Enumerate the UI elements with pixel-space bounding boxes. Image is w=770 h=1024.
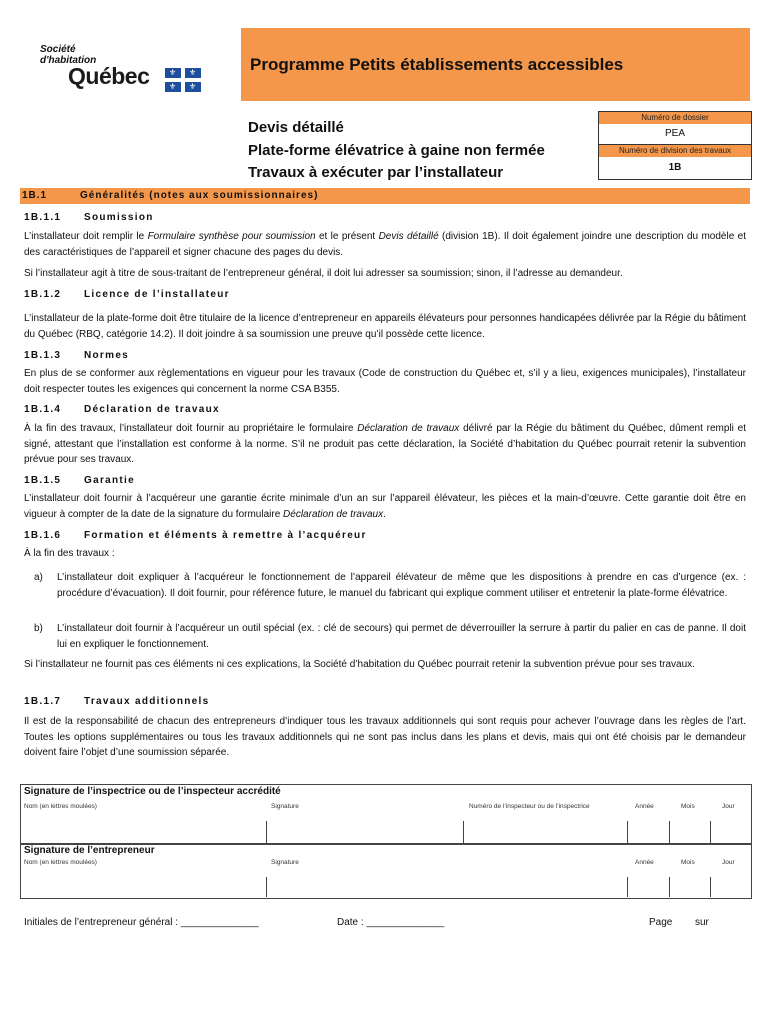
- section-heading: [20, 188, 750, 204]
- division-number-label: Numéro de division des travaux: [599, 145, 751, 157]
- form-name: Déclaration de travaux: [283, 508, 384, 520]
- inspector-signature-box: [20, 784, 752, 845]
- form-name: Formulaire synthèse pour soumission: [147, 231, 316, 242]
- subsection-heading: [24, 404, 220, 415]
- month-label: Mois: [681, 803, 695, 810]
- paragraph: [24, 229, 746, 260]
- subsection-title: Licence de l’installateur: [84, 289, 230, 300]
- divider: [627, 821, 628, 843]
- subsection-number: 1B.1.6: [24, 530, 62, 541]
- signature-label: Signature: [271, 803, 299, 810]
- section-number: 1B.1: [22, 190, 48, 201]
- subsection-title: Déclaration de travaux: [84, 404, 220, 415]
- subsection-heading: [24, 350, 129, 361]
- dossier-box: [598, 111, 752, 180]
- logo-line1: Société: [40, 44, 76, 55]
- quebec-flag-icon: ⚜ ⚜ ⚜ ⚜: [165, 68, 201, 92]
- subsection-heading: [24, 289, 230, 300]
- subsection-heading: [24, 475, 135, 486]
- subsection-title: Garantie: [84, 475, 135, 486]
- list-item: L’installateur doit expliquer à l’acquéreur le fonctionnement de l’appareil élévateur de même que les dispositions à prendre en cas d’urgence (ex. : procédure d’évacuation). Il doit fournir, pour référence future, le manuel du fabricant qui explique comment utiliser et entretenir la plate-forme élévatrice.: [57, 572, 746, 599]
- logo-line2: d'habitation: [40, 55, 97, 66]
- list-marker: b): [34, 623, 43, 634]
- program-header: [241, 28, 750, 101]
- text: et le présent: [315, 231, 379, 242]
- subsection-title: Soumission: [84, 212, 154, 223]
- page-label: Page: [649, 917, 673, 928]
- contractor-signature-title: Signature de l’entrepreneur: [24, 845, 155, 856]
- subsection-number: 1B.1.7: [24, 696, 62, 707]
- day-label: Jour: [722, 803, 735, 810]
- paragraph: Il est de la responsabilité de chacun des entrepreneurs d’indiquer tous les travaux additionnels qui sont requis pour achever l’ouvrage dans les règles de l’art. Toutes les options supplémentaires ou tous les travaux additionnels qui ne sont pas inclus dans les plans et devis, mais qui ont été choisis par le demandeur doivent faire l’objet d’une soumission séparée.: [24, 716, 746, 758]
- paragraph: Si l’installateur ne fournit pas ces éléments ni ces explications, la Société d’habitation du Québec pourrait retenir la subvention prévue pour ses travaux.: [24, 659, 695, 670]
- subsection-title: Normes: [84, 350, 130, 361]
- text: délivré par la Régie du bâtiment du Québec, dûment rempli et signé, attestant que l’installation est conforme à la norme. S’il ne produit pas cette déclaration, la Société d’habitation du Québec pourrait retenir la subvention prévue pour ses travaux.: [24, 423, 746, 465]
- paragraph: En plus de se conformer aux règlementations en vigueur pour les travaux (Code de construction du Québec et, s’il y a lieu, exigences municipales), l’installateur doit respecter toutes les exigences qui concernent la norme CSA B355.: [24, 368, 746, 395]
- text: L’installateur doit fournir à l’acquéreur une garantie écrite minimale d’un an sur l’appareil élévateur, les pièces et la main-d’œuvre. Cette garantie doit être en vigueur à compter de la date de la signature du formulaire: [24, 493, 746, 520]
- divider: [710, 877, 711, 897]
- divider: [710, 821, 711, 843]
- subsection-number: 1B.1.3: [24, 350, 62, 361]
- doc-title: Devis détaillé: [248, 119, 344, 136]
- text: .: [383, 508, 386, 520]
- list-item: L’installateur doit fournir à l’acquéreur un outil spécial (ex. : clé de secours) qui permet de déverrouiller la serrure à partir du palier en cas de panne. Il doit lui en expliquer le fonctionnement.: [57, 623, 746, 650]
- paragraph: [24, 491, 746, 522]
- name-label: Nom (en lettres moulées): [24, 803, 97, 810]
- year-label: Année: [635, 803, 654, 810]
- month-label: Mois: [681, 859, 695, 866]
- form-name: Devis détaillé: [378, 231, 439, 242]
- subsection-number: 1B.1.2: [24, 289, 62, 300]
- contractor-signature-box: [20, 843, 752, 899]
- divider: [669, 821, 670, 843]
- division-number-value[interactable]: 1B: [668, 162, 682, 173]
- subsection-heading: [24, 530, 367, 541]
- text: À la fin des travaux, l’installateur doit fournir au propriétaire le formulaire: [24, 423, 358, 434]
- name-label: Nom (en lettres moulées): [24, 859, 97, 866]
- divider: [627, 877, 628, 897]
- inspector-signature-title: Signature de l’inspectrice ou de l’inspecteur accrédité: [24, 786, 281, 797]
- text: L’installateur doit remplir le: [24, 231, 148, 242]
- date-field[interactable]: Date : ______________: [337, 917, 445, 928]
- logo-line3: Québec: [68, 63, 150, 89]
- doc-subtitle: Plate-forme élévatrice à gaine non fermée: [248, 142, 545, 159]
- form-name: Déclaration de travaux: [357, 423, 460, 434]
- section-title: Généralités (notes aux soumissionnaires): [80, 190, 319, 201]
- paragraph: À la fin des travaux :: [24, 548, 115, 559]
- paragraph: Si l’installateur agit à titre de sous-traitant de l’entrepreneur général, il doit lui adresser sa soumission; sinon, il l’adresse au demandeur.: [24, 268, 623, 279]
- subsection-heading: [24, 212, 154, 223]
- divider: [266, 877, 267, 897]
- sho-logo: [40, 44, 200, 94]
- dossier-number-label: Numéro de dossier: [599, 112, 751, 124]
- doc-subtitle-2: Travaux à exécuter par l’installateur: [248, 164, 504, 181]
- page-of-label: sur: [695, 917, 709, 928]
- initials-field[interactable]: Initiales de l’entrepreneur général : ______________: [24, 917, 259, 928]
- divider: [266, 821, 267, 843]
- subsection-number: 1B.1.5: [24, 475, 62, 486]
- dossier-number-value[interactable]: PEA: [599, 124, 751, 145]
- divider: [669, 877, 670, 897]
- list-marker: a): [34, 572, 43, 583]
- subsection-heading: [24, 696, 209, 707]
- subsection-number: 1B.1.1: [24, 212, 62, 223]
- day-label: Jour: [722, 859, 735, 866]
- subsection-number: 1B.1.4: [24, 404, 62, 415]
- paragraph: [24, 421, 746, 468]
- subsection-title: Formation et éléments à remettre à l’acquéreur: [84, 530, 367, 541]
- divider: [463, 821, 464, 843]
- subsection-title: Travaux additionnels: [84, 696, 210, 707]
- paragraph: L’installateur de la plate-forme doit être titulaire de la licence d’entrepreneur en appareils élévateurs pour personnes handicapées délivrée par la Régie du bâtiment du Québec (RBQ, catégorie 14.2). Il doit joindre à sa soumission une preuve qu’il possède cette licence.: [24, 313, 746, 340]
- text: (division 1B). Il doit également joindre une description du modèle et des caractéristiques de l’appareil et signer chacune des pages du devis.: [24, 231, 746, 258]
- year-label: Année: [635, 859, 654, 866]
- inspector-number-label: Numéro de l’inspecteur ou de l’inspectrice: [469, 803, 590, 810]
- program-title: Programme Petits établissements accessibles: [250, 55, 624, 74]
- signature-label: Signature: [271, 859, 299, 866]
